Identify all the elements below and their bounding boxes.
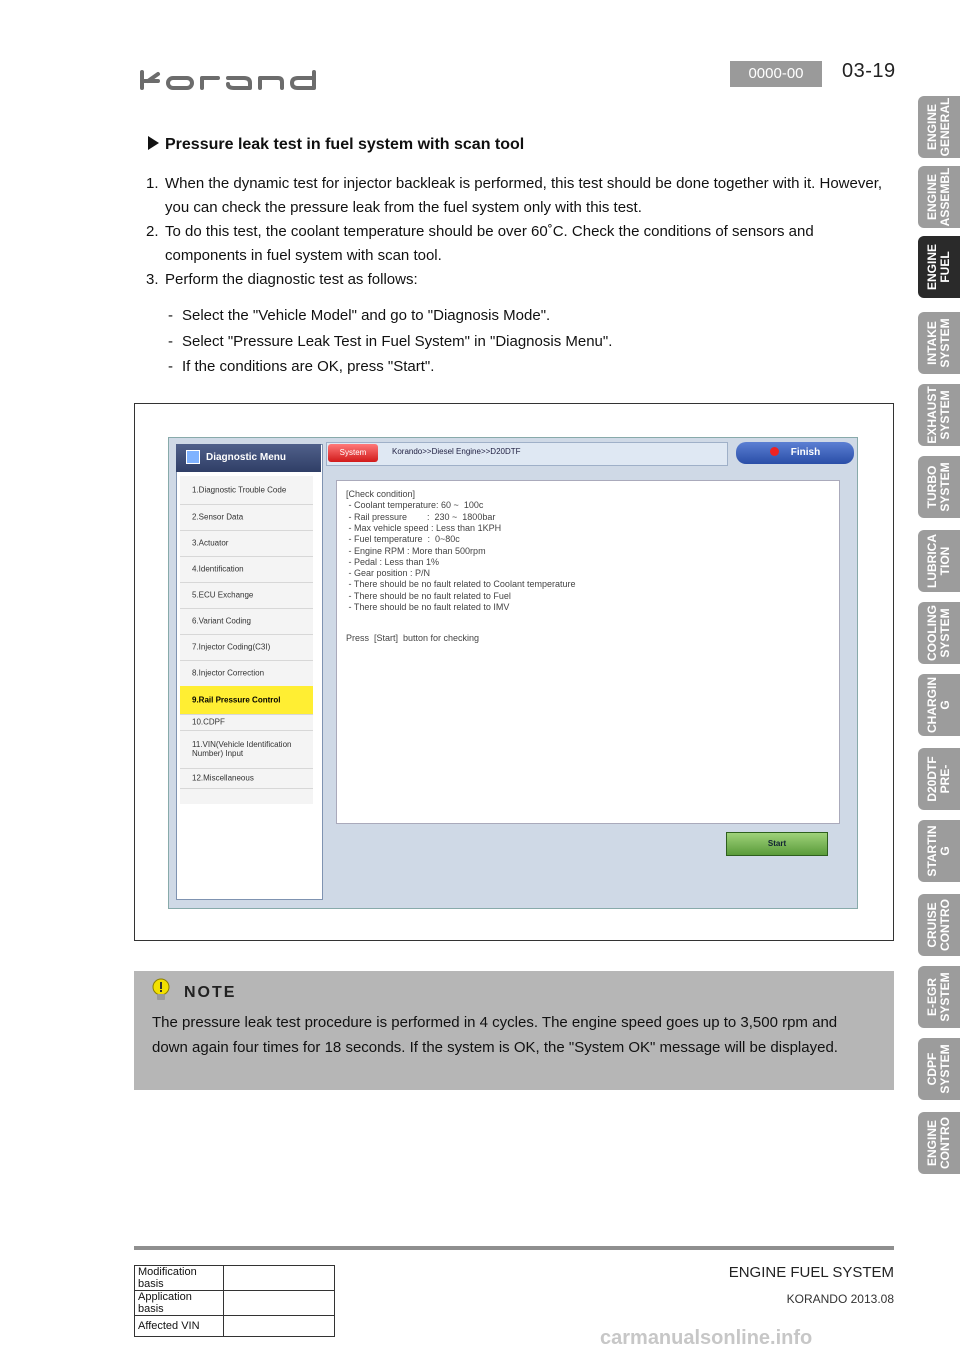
condition-line: - Max vehicle speed : Less than 1KPH [346,522,502,533]
substep-item: - Select "Pressure Leak Test in Fuel System" in "Diagnosis Menu". [168,333,613,350]
step-item: 3. Perform the diagnostic test as follows: [146,271,418,288]
condition-line: - Engine RPM : More than 500rpm [346,545,486,556]
side-tab[interactable]: ENGINE GENERAL [918,96,960,158]
diagnostic-menu-item[interactable]: 12.Miscellaneous [180,768,313,789]
breadcrumb-bar [326,442,728,466]
diagnostic-menu-item[interactable]: 7.Injector Coding(C3I) [180,634,313,661]
side-tab[interactable]: CRUISE CONTRO [918,894,960,956]
condition-line: - Rail pressure : 230 ~ 1800bar [346,511,496,522]
condition-line: [Check condition] [346,489,416,499]
condition-line: Press [Start] button for checking [346,633,480,643]
table-row: Modification basis [135,1266,335,1291]
triangle-bullet-icon [148,136,159,150]
footer-rule [134,1246,894,1250]
side-tab[interactable]: CDPF SYSTEM [918,1038,960,1100]
footer-model: KORANDO 2013.08 [786,1292,894,1306]
side-tab[interactable]: STARTIN G [918,820,960,882]
stop-icon [770,447,779,456]
breadcrumb: Korando>>Diesel Engine>>D20DTF [392,447,521,456]
system-button[interactable]: System [328,444,378,462]
revision-table [134,1265,335,1337]
section-code-badge: 0000-00 [730,61,822,87]
korando-logo [138,70,318,92]
step-item: 2. To do this test, the coolant temperature should be over 60˚C. Check the conditions of sensors and components in fuel system with scan tool. [146,223,814,264]
substep-item: - Select the "Vehicle Model" and go to "Diagnosis Mode". [168,307,551,324]
side-tab[interactable]: CHARGIN G [918,674,960,736]
condition-line: - Fuel temperature : 0~80c [346,534,460,545]
side-tab[interactable]: TURBO SYSTEM [918,456,960,518]
diagnostic-menu-item[interactable]: 9.Rail Pressure Control [180,686,313,715]
side-tab[interactable]: ENGINE ASSEMBL [918,166,960,228]
condition-line: - Pedal : Less than 1% [346,556,440,567]
diagnostic-menu-item[interactable]: 8.Injector Correction [180,660,313,687]
diagnostic-menu-header: Diagnostic Menu [176,444,321,472]
table-row: Application basis [135,1291,335,1316]
side-tab[interactable]: INTAKE SYSTEM [918,312,960,374]
menu-app-icon [186,450,200,464]
condition-line: - There should be no fault related to Coolant temperature [346,579,576,590]
page-number: 03-19 [842,60,896,82]
note-label: NOTE [184,984,237,1001]
diagnostic-menu-item[interactable]: 3.Actuator [180,530,313,557]
diagnostic-menu-item[interactable]: 11.VIN(Vehicle Identification Number) Input [180,730,313,769]
finish-button[interactable]: Finish [736,442,854,464]
table-row: Affected VIN [135,1316,335,1337]
side-tab[interactable]: E-EGR SYSTEM [918,966,960,1028]
diagnostic-menu-item[interactable]: 5.ECU Exchange [180,582,313,609]
diagnostic-menu-list [180,476,313,804]
side-tab[interactable]: ENGINE FUEL [918,236,960,298]
substep-item: - If the conditions are OK, press "Start". [168,358,435,375]
condition-line: - There should be no fault related to Fuel [346,590,511,601]
section-title: Pressure leak test in fuel system with scan tool [148,136,524,154]
side-tab[interactable]: ENGINE CONTRO [918,1112,960,1174]
footer-title: ENGINE FUEL SYSTEM [728,1264,894,1281]
lightbulb-icon [150,978,172,1002]
diagnostic-menu-item[interactable]: 4.Identification [180,556,313,583]
diagnostic-menu-item[interactable]: 1.Diagnostic Trouble Code [180,476,313,505]
side-tab[interactable]: EXHAUST SYSTEM [918,384,960,446]
side-tab[interactable]: D20DTF PRE- [918,748,960,810]
condition-line: - Coolant temperature: 60 ~ 100c [346,500,484,511]
condition-line: - There should be no fault related to IMV [346,602,510,612]
diagnostic-menu-item[interactable]: 6.Variant Coding [180,608,313,635]
step-item: 1. When the dynamic test for injector backleak is performed, this test should be done together with it. However, you can check the pressure leak from the fuel system only with this test. [146,175,883,216]
condition-line: - Gear position : P/N [346,568,431,579]
note-text: The pressure leak test procedure is performed in 4 cycles. The engine speed goes up to 3,500 rpm and down again four times for 18 seconds. If the system is OK, the "System OK" message will be displayed. [152,1014,838,1056]
side-tab[interactable]: LUBRICA TION [918,530,960,592]
watermark: carmanualsonline.info [600,1327,813,1349]
diagnostic-menu-item[interactable]: 10.CDPF [180,714,313,731]
start-button[interactable]: Start [726,832,828,856]
diagnostic-menu-item[interactable]: 2.Sensor Data [180,504,313,531]
side-tab[interactable]: COOLING SYSTEM [918,602,960,664]
